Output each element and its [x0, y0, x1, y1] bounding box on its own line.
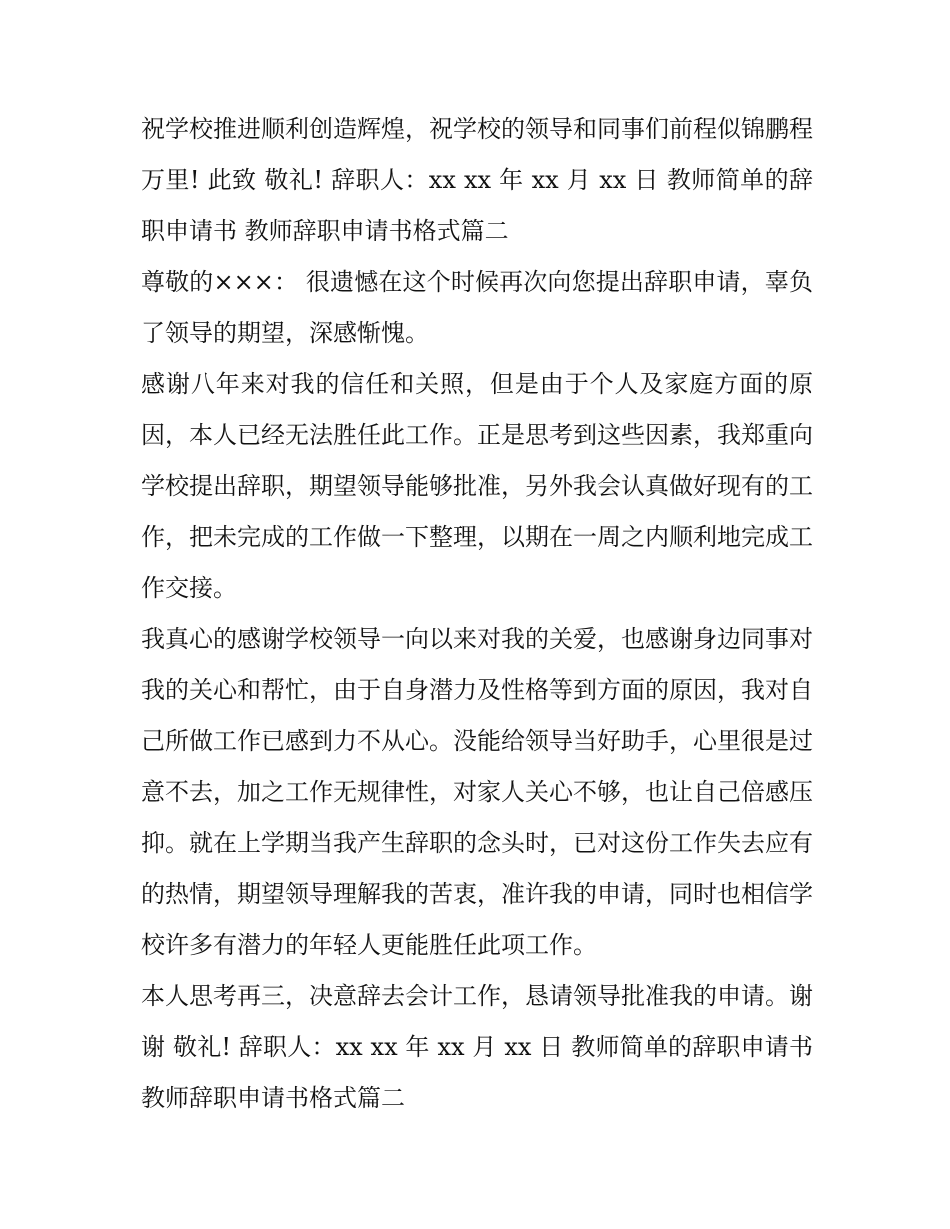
- paragraph-gratitude: 我真心的感谢学校领导一向以来对我的关爱，也感谢身边同事对我的关心和帮忙，由于自身潜力及性格等到方面的原因，我对自己所做工作已感到力不从心。没能给领导当好助手，心里很是过意不去，加之工作无规律性，对家人关心不够，也让自己倍感压抑。就在上学期当我产生辞职的念头时，已对这份工作失去应有的热情，期望领导理解我的苦衷，准许我的申请，同时也相信学校许多有潜力的年轻人更能胜任此项工作。: [141, 625, 813, 959]
- paragraph-salutation: 尊敬的×××： 很遗憾在这个时候再次向您提出辞职申请，辜负了领导的期望，深感惭愧。: [141, 268, 813, 347]
- paragraph-reasons: 感谢八年来对我的信任和关照，但是由于个人及家庭方面的原因，本人已经无法胜任此工作。正是思考到这些因素，我郑重向学校提出辞职，期望领导能够批准，另外我会认真做好现有的工作，把未完成的工作做一下整理，以期在一周之内顺利地完成工作交接。: [141, 370, 813, 602]
- paragraph-closing-wishes: 祝学校推进顺利创造辉煌，祝学校的领导和同事们前程似锦鹏程万里! 此致 敬礼! 辞职人：xx xx 年 xx 月 xx 日 教师简单的辞职申请书 教师辞职申请书格式篇二: [141, 115, 813, 245]
- document-body: [141, 104, 813, 1124]
- paragraph-decision: 本人思考再三，决意辞去会计工作，恳请领导批准我的申请。谢谢 敬礼! 辞职人：xx xx 年 xx 月 xx 日 教师简单的辞职申请书 教师辞职申请书格式篇二: [141, 982, 813, 1112]
